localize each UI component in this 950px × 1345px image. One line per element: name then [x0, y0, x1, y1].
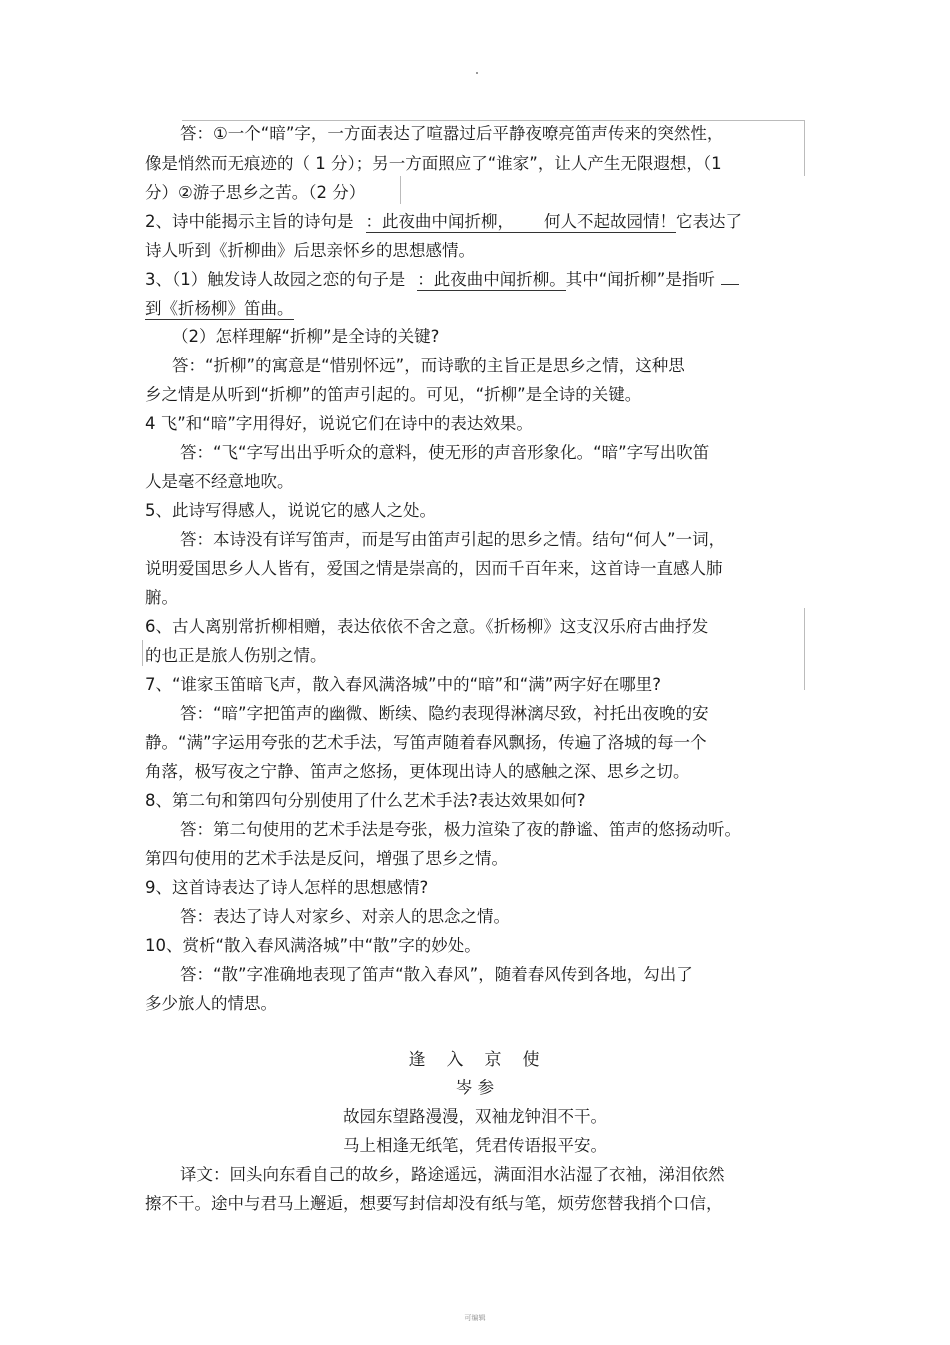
- answer-underline: 何人不起故园情！: [514, 212, 676, 233]
- text-line: 腑。: [145, 588, 178, 607]
- text-line: 像是悄然而无痕迹的（ 1 分）；另一方面照应了“谁家”，让人产生无限遐想，（1: [145, 154, 722, 173]
- text-line: 答：第二句使用的艺术手法是夸张，极力渲染了夜的静谧、笛声的悠扬动听。: [180, 820, 741, 839]
- poem-author: 岑 参: [455, 1078, 495, 1097]
- text-line: （2）怎样理解“折柳”是全诗的关键?: [172, 327, 440, 346]
- text-line: 诗人听到《折柳曲》后思亲怀乡的思想感情。: [145, 241, 475, 260]
- poem-verse: 马上相逢无纸笔，凭君传语报平安。: [343, 1136, 607, 1155]
- text-line: [145, 297, 815, 325]
- answer-underline: ：此夜曲中闻折柳，: [365, 212, 514, 231]
- text-line: 多少旅人的情思。: [145, 994, 277, 1013]
- text-line: 9、这首诗表达了诗人怎样的思想感情?: [145, 878, 429, 897]
- text-line: 7、“谁家玉笛暗飞声，散入春风满洛城”中的“暗”和“满”两字好在哪里?: [145, 675, 662, 694]
- poem-title: 逢 入 京 使: [408, 1050, 542, 1070]
- text-line: 答：“折柳”的寓意是“惜别怀远”，而诗歌的主旨正是思乡之情，这种思: [172, 356, 685, 375]
- translation-line: 擦不干。途中与君马上邂逅，想要写封信却没有纸与笔，烦劳您替我捎个口信，: [145, 1194, 723, 1213]
- text-line: 答：“散”字准确地表现了笛声“散入春风”，随着春风传到各地，勾出了: [180, 965, 693, 984]
- text-line: 答：“飞“字写出出乎听众的意料，使无形的声音形象化。“暗”字写出吹笛: [180, 443, 710, 462]
- question-2: [145, 210, 815, 238]
- text-line: 答：本诗没有详写笛声，而是写由笛声引起的思乡之情。结句“何人”一词，: [180, 530, 726, 549]
- question-text: 它表达了: [676, 212, 742, 231]
- text-line: 4 飞”和“暗”字用得好，说说它们在诗中的表达效果。: [145, 414, 533, 433]
- answer-underline: 到《折杨柳》笛曲。: [145, 299, 294, 318]
- text-line: 静。“满”字运用夸张的艺术手法，写笛声随着春风飘扬，传遍了洛城的每一个: [145, 733, 707, 752]
- text-line: 第四句使用的艺术手法是反问，增强了思乡之情。: [145, 849, 508, 868]
- text-line: 分）②游子思乡之苦。（2 分）: [145, 183, 366, 202]
- blank-line: [721, 283, 739, 285]
- question-text: 2、诗中能揭示主旨的诗句是: [145, 212, 354, 231]
- text-line: 答：表达了诗人对家乡、对亲人的思念之情。: [180, 907, 510, 926]
- page-mark: [476, 72, 478, 74]
- question-text: 3、（1）触发诗人故园之恋的句子是: [145, 270, 406, 289]
- question-3: [145, 268, 815, 296]
- poem-verse: 故园东望路漫漫，双袖龙钟泪不干。: [343, 1107, 607, 1126]
- item-6-frame-2: [142, 640, 143, 666]
- text-line: 的也正是旅人伤别之情。: [145, 646, 327, 665]
- text-line: 答：“暗”字把笛声的幽微、断续、隐约表现得淋漓尽致，衬托出夜晚的安: [180, 704, 709, 723]
- text-line: 答：①一个“暗”字，一方面表达了喧嚣过后平静夜嘹亮笛声传来的突然性，: [180, 124, 724, 143]
- answer-underline: ：此夜曲中闻折柳。: [417, 270, 566, 289]
- translation-line: 译文：回头向东看自己的故乡，路途遥远，满面泪水沾湿了衣袖，涕泪依然: [180, 1165, 725, 1184]
- text-line: 5、此诗写得感人，说说它的感人之处。: [145, 501, 436, 520]
- text-line: 人是毫不经意地吹。: [145, 472, 294, 491]
- text-line: 乡之情是从听到“折柳”的笛声引起的。可见，“折柳”是全诗的关键。: [145, 385, 642, 404]
- text-line: 角落，极写夜之宁静、笛声之悠扬，更体现出诗人的感触之深、思乡之切。: [145, 762, 690, 781]
- text-line: 说明爱国思乡人人皆有，爱国之情是崇高的，因而千百年来，这首诗一直感人肺: [145, 559, 723, 578]
- text-line: 8、第二句和第四句分别使用了什么艺术手法?表达效果如何?: [145, 791, 586, 810]
- text-line: 6、古人离别常折柳相赠，表达依依不舍之意。《折杨柳》这支汉乐府古曲抒发: [145, 617, 709, 636]
- footer-text: 可编辑: [464, 1314, 486, 1322]
- question-text: 其中“闻折柳”是指听: [565, 270, 715, 289]
- text-line: 10、赏析“散入春风满洛城”中“散”字的妙处。: [145, 936, 481, 955]
